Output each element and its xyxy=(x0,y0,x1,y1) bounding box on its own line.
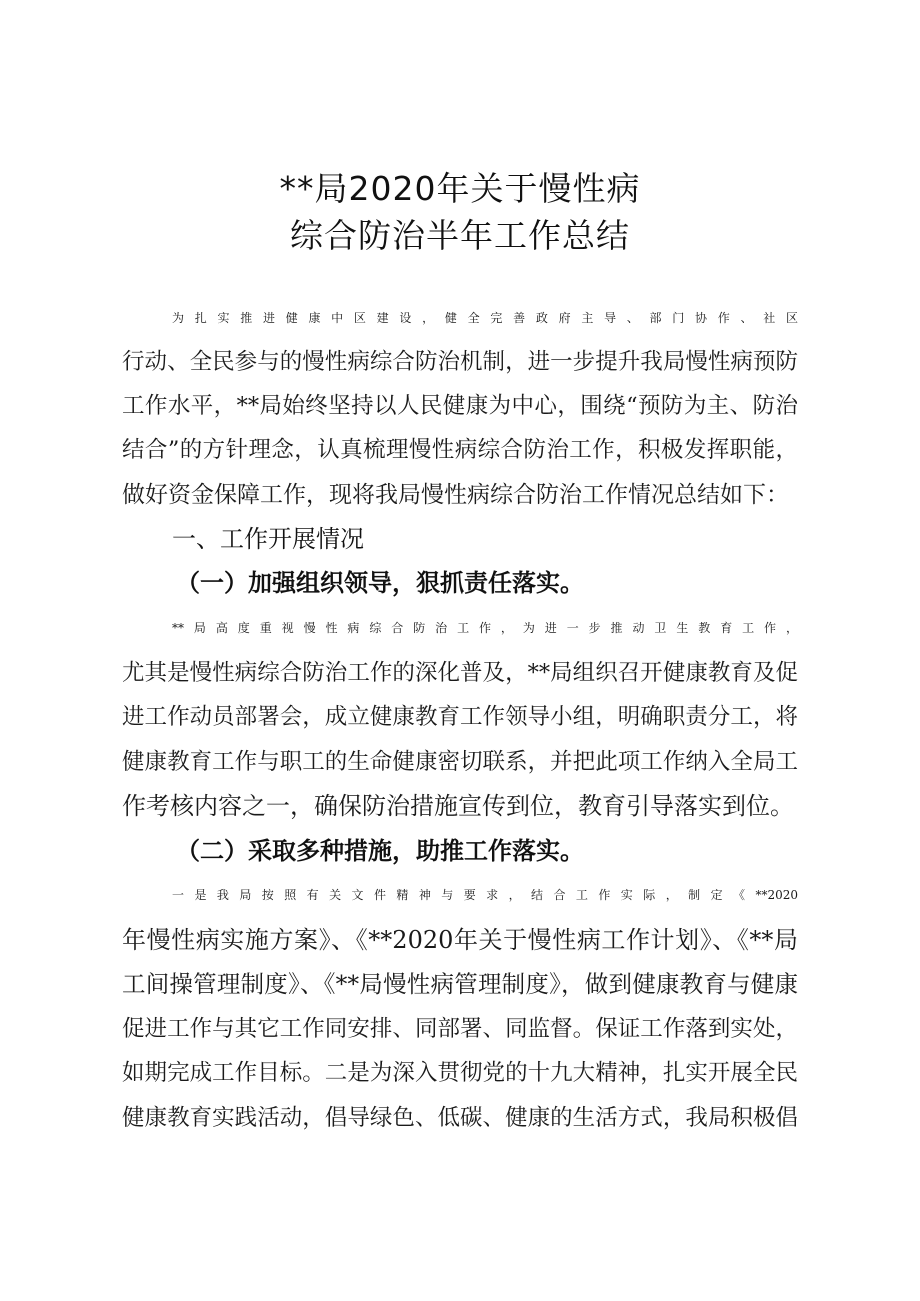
paragraph-line: 作考核内容之一，确保防治措施宣传到位，教育引导落实到位。 xyxy=(122,792,794,820)
intro-line: 为扎实推进健康中区建设，健全完善政府主导、部门协作、社区 xyxy=(172,311,798,325)
paragraph-line: 健康教育工作与职工的生命健康密切联系，并把此项工作纳入全局工 xyxy=(122,749,798,775)
intro-line: 工作水平，**局始终坚持以人民健康为中心，围绕“预防为主、防治 xyxy=(122,393,798,419)
document-title-line-2: 综合防治半年工作总结 xyxy=(290,216,630,255)
intro-line: 结合”的方针理念，认真梳理慢性病综合防治工作，积极发挥职能， xyxy=(122,437,798,463)
subsection-heading: （二）采取多种措施，助推工作落实。 xyxy=(176,836,584,865)
paragraph-line: 健康教育实践活动，倡导绿色、低碳、健康的生活方式，我局积极倡 xyxy=(122,1105,798,1131)
paragraph-line: 进工作动员部署会，成立健康教育工作领导小组，明确职责分工，将 xyxy=(122,704,798,730)
section-heading: 一、工作开展情况 xyxy=(172,525,364,553)
paragraph-line: 一是我局按照有关文件精神与要求，结合工作实际，制定《**2020 xyxy=(172,888,798,902)
paragraph-line: 促进工作与其它工作同安排、同部署、同监督。保证工作落到实处， xyxy=(122,1016,798,1042)
paragraph-line: 年慢性病实施方案》、《**2020年关于慢性病工作计划》、《**局 xyxy=(122,926,798,954)
paragraph-line: 如期完成工作目标。二是为深入贯彻党的十九大精神，扎实开展全民 xyxy=(122,1060,798,1086)
paragraph-line: 尤其是慢性病综合防治工作的深化普及，**局组织召开健康教育及促 xyxy=(122,660,798,686)
paragraph-line: **局高度重视慢性病综合防治工作，为进一步推动卫生教育工作， xyxy=(172,621,798,635)
intro-line: 做好资金保障工作，现将我局慢性病综合防治工作情况总结如下： xyxy=(122,482,789,508)
subsection-heading: （一）加强组织领导，狠抓责任落实。 xyxy=(176,568,584,597)
intro-line: 行动、全民参与的慢性病综合防治机制，进一步提升我局慢性病预防 xyxy=(122,349,798,375)
document-title-line-1: **局2020年关于慢性病 xyxy=(279,169,641,208)
paragraph-line: 工间操管理制度》、《**局慢性病管理制度》，做到健康教育与健康 xyxy=(122,970,798,998)
